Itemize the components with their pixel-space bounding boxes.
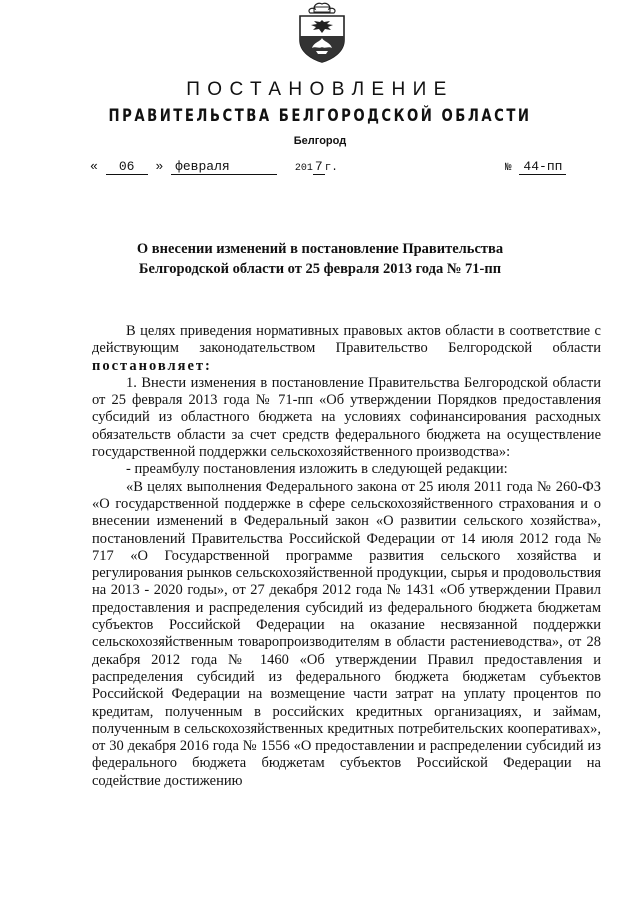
document-heading (0, 239, 640, 279)
date-close-quote: » (155, 159, 164, 174)
date-year-digit: 7 (314, 159, 323, 174)
heading-line-1: О внесении изменений в постановление Правительства (136, 241, 504, 257)
number-sign: № (505, 162, 512, 174)
number-value: 44-пп (519, 159, 566, 175)
paragraph-new-preamble: «В целях выполнения Федерального закона от 25 июля 2011 года № 260-ФЗ «О государственной поддержке в сфере сельскохозяйственного страхования и о внесении изменений в Федеральный закон «О развитии сельского хозяйства», постановлений Правительства Российской Федерации от 14 июля 2012 года № 717 «О Государственной программе развития сельского хозяйства и регулирования рынков сельскохозяйственной продукции, сырья и продовольствия на 2013 - 2020 годы», от 27 декабря 2012 года № 1431 «Об утверждении Правил предоставления и распределения субсидий из федерального бюджета бюджетам субъектов Российской Федерации на оказание несвязанной поддержки сельскохозяйственным товаропроизводителям в области растениеводства», от 28 декабря 2012 года № 1460 «Об утверждении Правил предоставления и распределения субсидий из федерального бюджета бюджетам субъектов Российской Федерации на возмещение части затрат на уплату процентов по кредитам, полученным в российских кредитных организациях, и займам, полученным в сельскохозяйственных кредитных потребительских кооперативах», от 30 декабря 2016 года № 1556 «О предоставлении и распределении субсидий из федерального бюджета бюджетам субъектов Российской Федерации на содействие достижению (92, 478, 601, 789)
heading-line-2: Белгородской области от 25 февраля 2013 года № 71-пп (138, 261, 502, 277)
issuing-authority: ПРАВИТЕЛЬСТВА БЕЛГОРОДСКОЙ ОБЛАСТИ (108, 106, 532, 126)
document-date (90, 159, 338, 175)
document-number (505, 159, 566, 174)
date-month: февраля (171, 159, 277, 175)
paragraph-instruction: - преамбулу постановления изложить в следующей редакции: (126, 461, 508, 478)
belgorod-coat-of-arms-icon (292, 2, 352, 64)
date-year-prefix: 201 (294, 163, 313, 174)
date-day: 06 (106, 159, 148, 175)
document-body (92, 323, 601, 790)
date-open-quote: « (90, 159, 98, 174)
date-year-suffix: г. (324, 162, 338, 174)
paragraph-item-1: 1. Внести изменения в постановление Правительства Белгородской области от 25 февраля 2013 года № 71-пп «Об утверждении Порядков предоставления субсидий из областного бюджета на условиях софинансирования расходных обязательств области за счет средств федерального бюджета на осуществление государственной поддержки сельскохозяйственного производства»: (92, 374, 601, 461)
paragraph-preamble (92, 323, 601, 375)
document-type-title: ПОСТАНОВЛЕНИЕ (186, 79, 454, 100)
resolves-keyword: постановляет: (92, 357, 212, 374)
preamble-text: В целях приведения нормативных правовых актов области в соответствие с действующим законодательством Правительство Белгородской области (92, 323, 601, 357)
issue-city: Белгород (293, 135, 347, 147)
